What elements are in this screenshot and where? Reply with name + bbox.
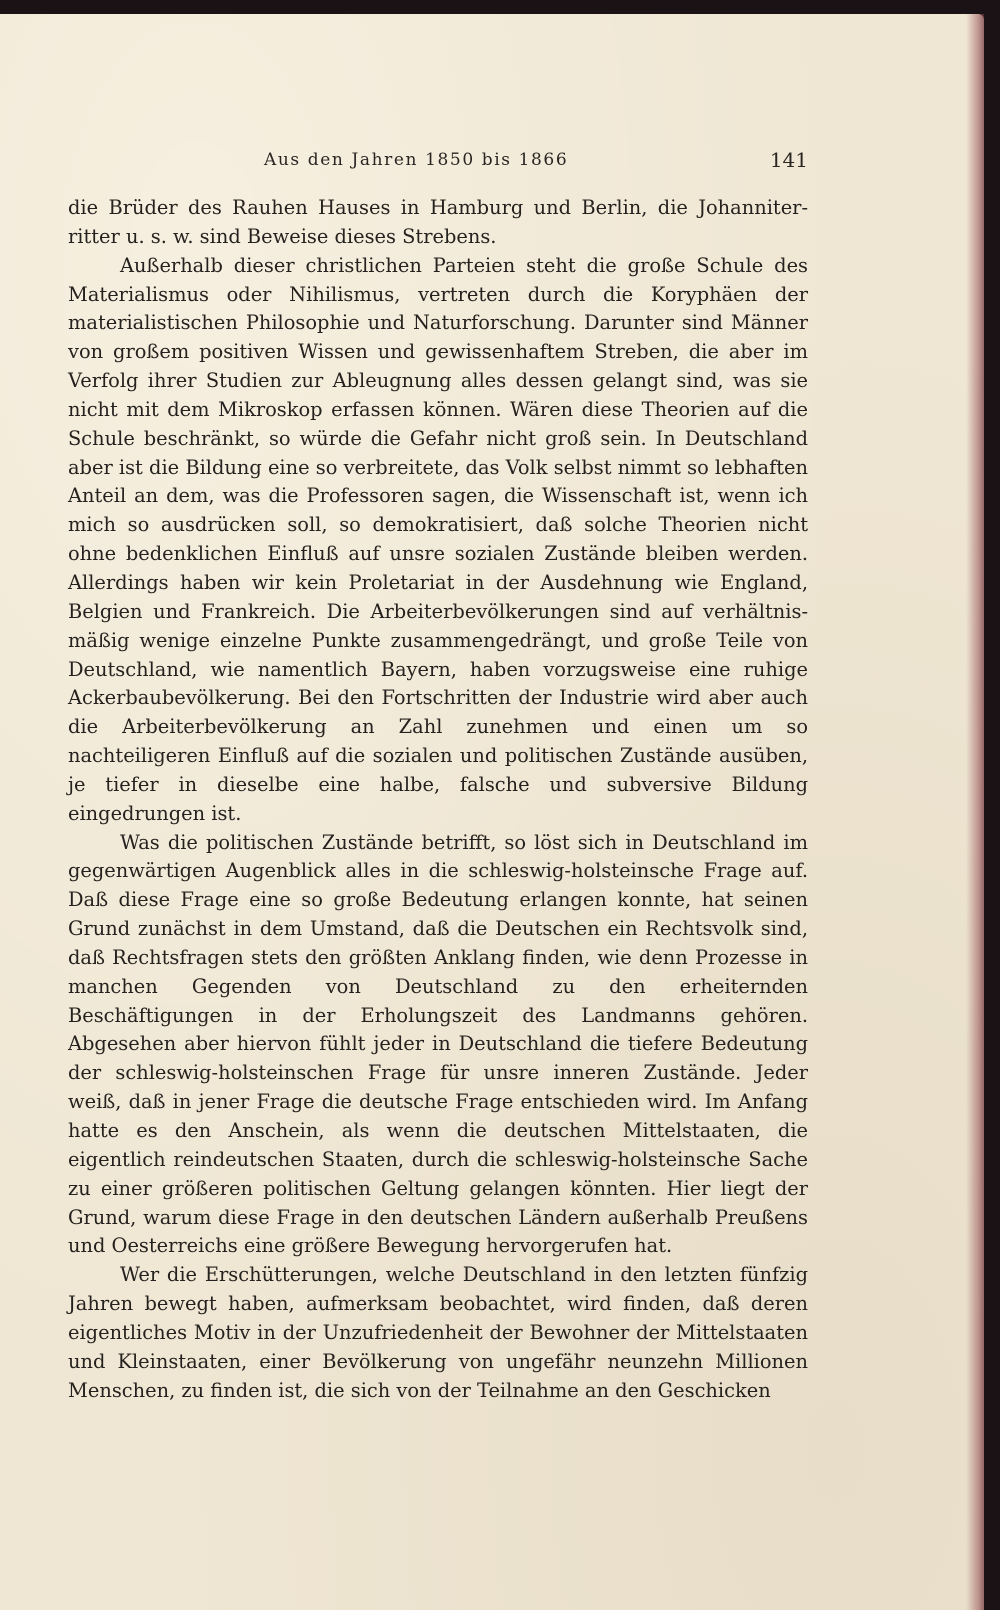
- page-header: [68, 146, 808, 176]
- paragraph-2: Außerhalb dieser christlichen Parteien steht die große Schule des Materialismus oder Nihilismus, vertreten durch die Koryphäen der materialistischen Philosophie und Naturforschung. Darunter sind Männer von großem positiven Wissen und gewissenhaftem Streben, die aber im Verfolg ihrer Studien zur Ableugnung alles dessen gelangt sind, was sie nicht mit dem Mikroskop erfassen können. Wären diese Theorien auf die Schule beschränkt, so würde die Gefahr nicht groß sein. In Deutschland aber ist die Bildung eine so verbreitete, das Volk selbst nimmt so lebhaften Anteil an dem, was die Professoren sagen, die Wissenschaft ist, wenn ich mich so ausdrücken soll, so demokratisiert, daß solche Theorien nicht ohne bedenklichen Einfluß auf unsre sozialen Zustände bleiben werden. Allerdings haben wir kein Proletariat in der Ausdehnung wie England, Belgien und Frankreich. Die Arbeiterbevölkerungen sind auf verhältnismäßig wenige einzelne Punkte zusammengedrängt, und große Teile von Deutschland, wie namentlich Bayern, haben vorzugsweise eine ruhige Ackerbaubevölkerung. Bei den Fortschritten der Industrie wird aber auch die Arbeiterbevölkerung an Zahl zunehmen und einen um so nachteiligeren Einfluß auf die sozialen und politischen Zustände ausüben, je tiefer in dieselbe eine halbe, falsche und subversive Bildung eingedrungen ist.: [68, 253, 808, 825]
- paragraph-3: Was die politischen Zustände betrifft, so löst sich in Deutschland im gegenwärtigen Augenblick alles in die schleswig-holsteinsche Frage auf. Daß diese Frage eine so große Bedeutung erlangen konnte, hat seinen Grund zunächst in dem Umstand, daß die Deutschen ein Rechtsvolk sind, daß Rechtsfragen stets den größten Anklang finden, wie denn Prozesse in manchen Gegenden von Deutschland zu den erheiternden Beschäftigungen in der Erholungszeit des Landmanns gehören. Abgesehen aber hiervon fühlt jeder in Deutschland die tiefere Bedeutung der schleswig-holsteinschen Frage für unsre inneren Zustände. Jeder weiß, daß in jener Frage die deutsche Frage entschieden wird. Im Anfang hatte es den Anschein, als wenn die deutschen Mittelstaaten, die eigentlich reindeutschen Staaten, durch die schleswig-holsteinsche Sache zu einer größeren politischen Geltung gelangen könnten. Hier liegt der Grund, warum diese Frage in den deutschen Ländern außerhalb Preußens und Oesterreichs eine größere Bewegung hervorgerufen hat.: [68, 830, 808, 1258]
- body-text: [68, 194, 808, 1405]
- running-title: Aus den Jahren 1850 bis 1866: [264, 150, 569, 170]
- paragraph-1: die Brüder des Rauhen Hauses in Hamburg und Berlin, die Johanniterritter u. s. w. sind Beweise dieses Strebens.: [68, 196, 808, 248]
- page-number: 141: [769, 148, 808, 172]
- page-edge: [966, 14, 984, 1610]
- book-page: [0, 14, 984, 1610]
- paragraph-4: Wer die Erschütterungen, welche Deutschland in den letzten fünfzig Jahren bewegt haben, aufmerksam beobachtet, wird finden, daß deren eigentliches Motiv in der Unzufriedenheit der Bewohner der Mittelstaaten und Kleinstaaten, einer Bevölkerung von ungefähr neunzehn Millionen Menschen, zu finden ist, die sich von der Teilnahme an den Geschicken: [68, 1263, 808, 1402]
